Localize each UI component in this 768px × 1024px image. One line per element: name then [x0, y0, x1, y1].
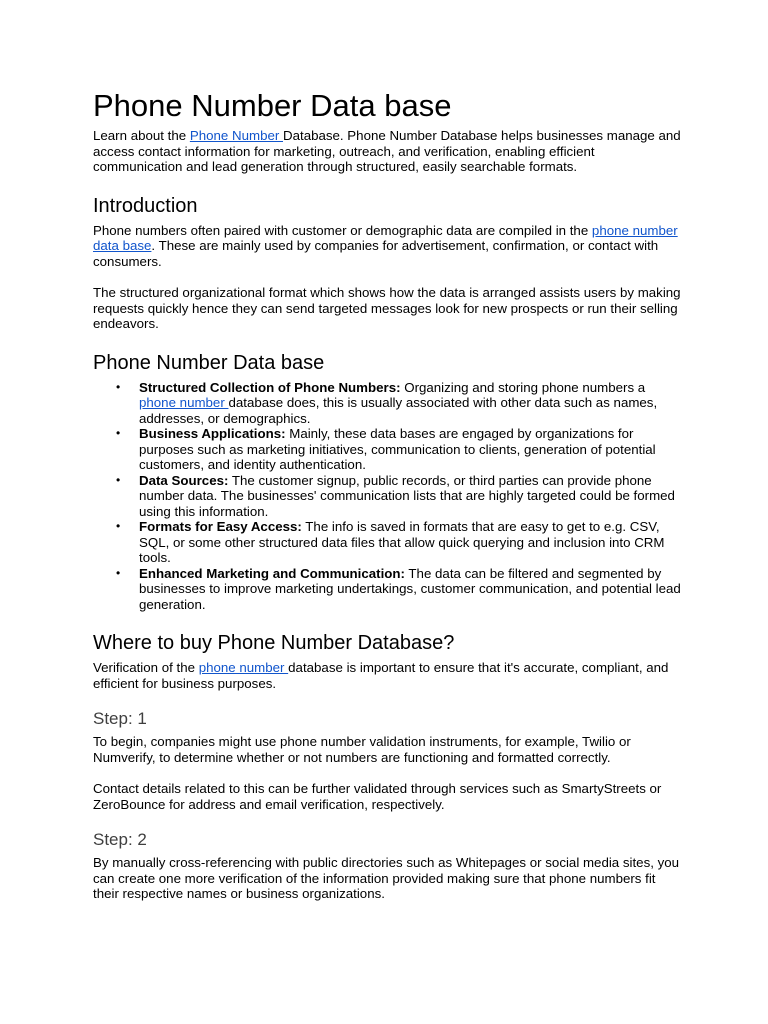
list-item-text: The customer signup, public records, or third parties can provide phone number data. The businesses' communication lists that are highly targeted could be formed using this information. — [139, 472, 675, 519]
list-item-text: Organizing and storing phone numbers a — [400, 379, 646, 395]
list-phone-number-link[interactable]: phone number — [139, 395, 229, 410]
database-feature-list — [93, 380, 681, 613]
bullet-icon: • — [116, 379, 121, 394]
list-item-text: The data can be filtered and segmented by businesses to improve marketing undertakings, customer communication, and potential lead generation. — [139, 565, 681, 612]
step-1-paragraph-2: Contact details related to this can be further validated through services such as SmartyStreets or ZeroBounce for address and email verification, respectively. — [93, 781, 662, 812]
list-item-bold: Business Applications: — [139, 426, 286, 441]
document-page — [93, 88, 681, 902]
bullet-icon: • — [116, 472, 121, 487]
introduction-text-after: . These are mainly used by companies for advertisement, confirmation, or contact with consumers. — [93, 238, 659, 269]
introduction-text-before: Phone numbers often paired with customer or demographic data are compiled in the — [93, 222, 592, 238]
list-item-text-after: database does, this is usually associated with other data such as names, addresses, or demographics. — [139, 395, 658, 426]
database-section-heading: Phone Number Data base — [93, 351, 325, 374]
bullet-icon: • — [116, 519, 121, 533]
intro-text-before: Learn about the — [93, 128, 190, 143]
list-item-text: Mainly, these data bases are engaged by organizations for purposes such as marketing initiatives, communication to clients, generation of potential customers, and identity authentication. — [139, 426, 656, 472]
list-item — [116, 519, 681, 566]
step-1-heading: Step: 1 — [93, 709, 147, 728]
bullet-icon: • — [116, 426, 121, 440]
step-2-paragraph-1: By manually cross-referencing with public directories such as Whitepages or social media sites, you can create one more verification of the information provided making sure that phone numbers fit their respective names or business organizations. — [93, 855, 680, 901]
intro-paragraph — [93, 128, 681, 175]
list-item-bold: Formats for Easy Access: — [139, 519, 302, 534]
list-item-text: The info is saved in formats that are easy to get to e.g. CSV, SQL, or some other structured data files that allow quick querying and inclusion into CRM tools. — [139, 519, 665, 565]
list-item-bold: Data Sources: — [139, 472, 229, 488]
list-item — [116, 379, 681, 427]
where-to-buy-paragraph — [93, 660, 681, 691]
introduction-phone-number-data-base-link[interactable]: phone number data base — [93, 222, 678, 253]
list-item — [116, 565, 681, 613]
where-to-buy-phone-number-link[interactable]: phone number — [198, 660, 289, 675]
intro-text-after: Database. Phone Number Database helps businesses manage and access contact information for marketing, outreach, and verification, enabling efficient communication and lead generation through structured, easily searchable formats. — [93, 128, 681, 174]
step-1-paragraph-1: To begin, companies might use phone number validation instruments, for example, Twilio or Numverify, to determine whether or not numbers are functioning and formatted correctly. — [93, 734, 631, 765]
introduction-heading: Introduction — [93, 194, 198, 217]
step-2-heading: Step: 2 — [93, 830, 147, 849]
bullet-icon: • — [116, 565, 121, 580]
page-title: Phone Number Data base — [93, 88, 452, 123]
list-item-bold: Structured Collection of Phone Numbers: — [139, 379, 401, 395]
list-item — [116, 426, 681, 473]
introduction-paragraph-1 — [93, 223, 681, 270]
list-item — [116, 472, 681, 520]
where-to-buy-text-before: Verification of the — [93, 660, 199, 675]
where-to-buy-text-after: database is important to ensure that it's accurate, compliant, and efficient for business purposes. — [93, 660, 669, 691]
intro-phone-number-link[interactable]: Phone Number — [189, 128, 283, 143]
introduction-paragraph-2: The structured organizational format which shows how the data is arranged assists users by making requests quickly hence they can send targeted messages look for new prospects or run their selling endeavors. — [93, 285, 681, 331]
list-item-bold: Enhanced Marketing and Communication: — [139, 565, 405, 581]
where-to-buy-heading: Where to buy Phone Number Database? — [93, 632, 455, 654]
